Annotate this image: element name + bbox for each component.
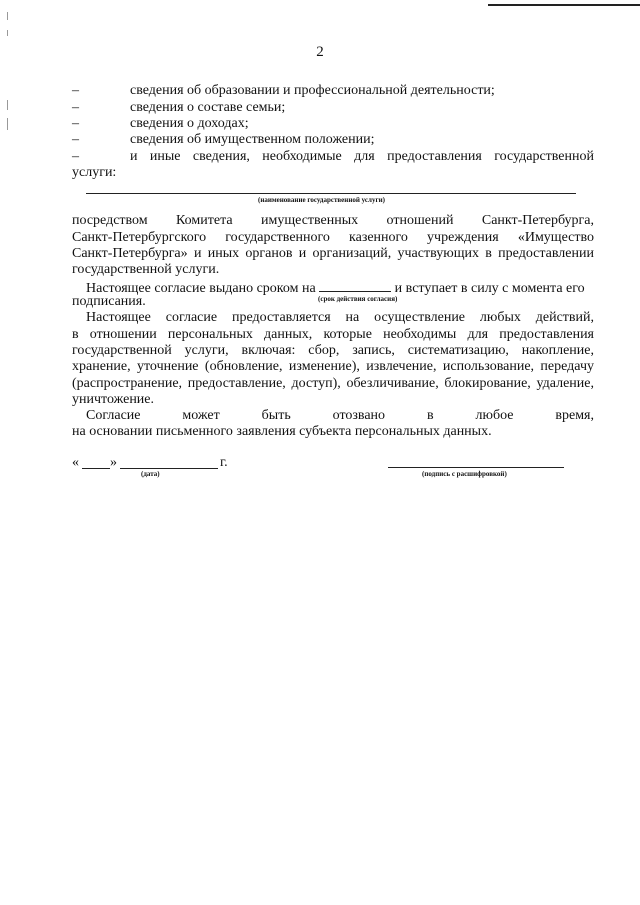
signature-line xyxy=(388,467,564,468)
scan-speck xyxy=(7,118,8,130)
paragraph-line: хранение, уточнение (обновление, изменение), извлечение, использование, передачу xyxy=(72,359,594,374)
service-name-line xyxy=(86,193,576,194)
scan-speck xyxy=(7,12,8,20)
service-name-caption: (наименование государственной услуги) xyxy=(258,196,385,204)
paragraph-line: (распространение, предоставление, доступ), обезличивание, блокирование, удаление, xyxy=(72,376,594,391)
document-page: 2 – сведения об образовании и профессиональной деятельности; – сведения о составе семьи; – сведения о доходах; – сведения об имущественном положении; – и иные сведения, необходимые для предоставления государственной услуги: (наименование государственной услуги) посредством Комитета имущественных отношений Санкт-Петербурга, Санкт-Петербургского государственного казенного учреждения «Имущество Санкт-Петербурга» и иных органов и организаций, участвующих в предоставлении государственной услуги. Настоящее согласие выдано сроком на и вступает в силу с момента его подписания. (срок действия согласия) Настоящее согласие предоставляется на осуществление любых действий, в отношении персональных данных, которые необходимы для предоставления государственной услуги, включая: сбор, запись, систематизацию, накопление, хранение, уточнение (обновление, изменение), извлечение, использование, передачу (распространение, предоставление, доступ), обезличивание, блокирование, удаление, уничтожение. Согласие может быть отозвано в любое время, на основании письменного заявления субъекта персональных данных. « » г. (дата) (подпись с расшифровкой) xyxy=(0,0,640,905)
dash-bullet: – xyxy=(72,83,79,98)
validity-caption: (срок действия согласия) xyxy=(318,295,398,303)
paragraph-line: Согласие может быть отозвано в любое время, xyxy=(86,408,594,423)
scan-speck xyxy=(7,30,8,36)
validity-line: Настоящее согласие выдано сроком на и вступает в силу с момента его xyxy=(86,281,585,296)
top-edge-line xyxy=(488,4,640,6)
paragraph-line: Настоящее согласие предоставляется на осуществление любых действий, xyxy=(86,310,594,325)
list-item-last-line2: услуги: xyxy=(72,165,117,180)
paragraph-line: Санкт-Петербургского государственного казенного учреждения «Имущество xyxy=(72,230,594,245)
page-number: 2 xyxy=(316,44,324,60)
dash-bullet: – xyxy=(72,100,79,115)
signature-caption: (подпись с расшифровкой) xyxy=(422,470,507,478)
paragraph-line: уничтожение. xyxy=(72,392,155,407)
date-day-line xyxy=(82,468,110,469)
list-item-last-line1: и иные сведения, необходимые для предоставления государственной xyxy=(130,149,594,164)
validity-blank xyxy=(319,279,391,292)
date-month-line xyxy=(120,468,218,469)
paragraph-line: государственной услуги. xyxy=(72,262,220,277)
dash-bullet: – xyxy=(72,149,79,164)
paragraph-line: Санкт-Петербурга» и иных органов и организаций, участвующих в предоставлении xyxy=(72,246,594,261)
date-open-quote: « xyxy=(72,455,79,470)
paragraph-line: посредством Комитета имущественных отношений Санкт-Петербурга, xyxy=(72,213,594,228)
scan-speck xyxy=(7,100,8,110)
dash-bullet: – xyxy=(72,132,79,147)
dash-bullet: – xyxy=(72,116,79,131)
date-year-suffix: г. xyxy=(220,455,228,470)
paragraph-line: в отношении персональных данных, которые необходимы для предоставления xyxy=(72,327,594,342)
paragraph-line: на основании письменного заявления субъекта персональных данных. xyxy=(72,424,492,439)
date-close-quote: » xyxy=(110,455,117,470)
paragraph-line: государственной услуги, включая: сбор, запись, систематизацию, накопление, xyxy=(72,343,594,358)
date-caption: (дата) xyxy=(141,470,160,478)
paragraph-line: подписания. xyxy=(72,294,146,309)
